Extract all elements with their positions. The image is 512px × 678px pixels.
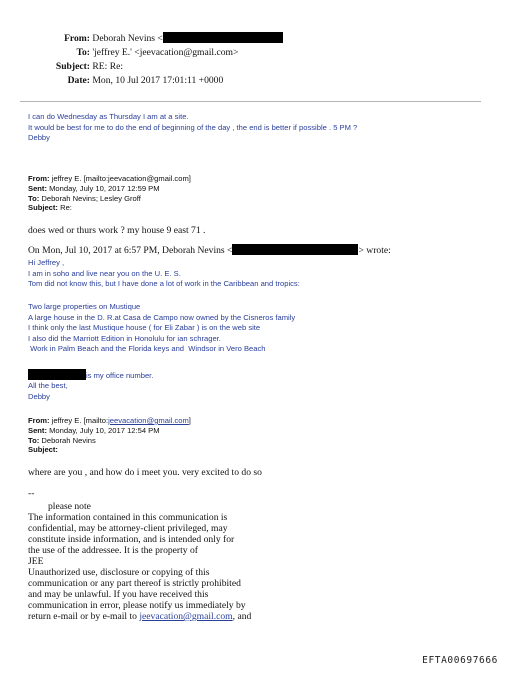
office-number-line <box>28 369 153 380</box>
from-value: jeffrey E. [mailto: <box>51 416 109 425</box>
disclaimer-line: Unauthorized use, disclosure or copying of this <box>28 567 210 578</box>
to-value: Deborah Nevins; Lesley Groff <box>41 193 141 203</box>
to-label: To: <box>28 435 40 445</box>
quoted-line: I think only the last Mustique house ( for Eli Zabar ) is on the web site <box>28 323 261 333</box>
to-label: To: <box>28 193 40 203</box>
disclaimer-line: The information contained in this communication is <box>28 512 228 523</box>
disclaimer-line: communication in error, please notify us immediately by <box>28 600 246 611</box>
subject-label: Subject: <box>28 445 58 455</box>
subject-value: Re: <box>60 203 72 213</box>
from-label: From: <box>28 416 50 425</box>
divider <box>20 101 481 102</box>
disclaimer-line: confidential, may be attorney-client privileged, may <box>28 523 228 534</box>
email-header-3 <box>28 416 191 455</box>
from-value: jeffrey E. [mailto:jeevacation@gmail.com] <box>51 174 191 183</box>
to-value: Deborah Nevins <box>41 435 96 445</box>
date-label: Date: <box>67 75 90 86</box>
reply-line: I can do Wednesday as Thursday I am at a site. <box>28 112 189 121</box>
email-header-2 <box>28 174 191 213</box>
note-title: please note <box>48 501 91 512</box>
subject-value: RE: Re: <box>92 61 124 72</box>
office-number-text: is my office number. <box>86 371 154 380</box>
quoted-body-2 <box>28 302 295 355</box>
quoted-body-1 <box>28 258 300 290</box>
disclaimer-text: , and <box>232 611 252 622</box>
from-value: Deborah Nevins < <box>92 33 163 44</box>
redaction-box <box>232 244 358 255</box>
quote-intro-text: On Mon, Jul 10, 2017 at 6:57 PM, Deborah Nevins < <box>28 245 233 256</box>
quoted-line: Tom did not know this, but I have done a lot of work in the Caribbean and tropics: <box>28 279 300 289</box>
to-label: To: <box>76 47 90 58</box>
quoted-line: I also did the Marriott Edition in Honolulu for ian schrager. <box>28 333 221 343</box>
to-value: 'jeffrey E.' <jeevacation@gmail.com> <box>92 47 239 58</box>
disclaimer-line: and may be unlawful. If you have received this <box>28 589 209 600</box>
email-link[interactable]: jeevacation@gmail.com <box>139 611 233 622</box>
message-text: where are you , and how do i meet you. very excited to do so <box>28 467 262 478</box>
quote-intro <box>28 244 391 256</box>
date-value: Mon, 10 Jul 2017 17:01:11 +0000 <box>92 75 224 86</box>
reply-body <box>28 112 357 144</box>
redaction-box <box>28 369 86 380</box>
message-text: does wed or thurs work ? my house 9 east 71 . <box>28 225 206 236</box>
quoted-line: A large house in the D. R.at Casa de Campo now owned by the Cisneros family <box>28 312 296 322</box>
subject-label: Subject: <box>55 61 90 72</box>
email-header-top <box>44 32 283 88</box>
signoff-line: Debby <box>28 391 50 401</box>
subject-label: Subject: <box>28 203 58 213</box>
from-value-end: ] <box>188 416 191 425</box>
quoted-line: Two large properties on Mustique <box>28 302 141 311</box>
quote-intro-wrote: > wrote: <box>358 245 391 256</box>
redaction-box <box>163 32 283 43</box>
disclaimer-line <box>28 611 251 622</box>
from-label: From: <box>28 174 50 183</box>
disclaimer-line: communication or any part thereof is strictly prohibited <box>28 578 241 589</box>
from-label: From: <box>64 33 90 44</box>
reply-line: Debby <box>28 133 50 143</box>
sent-value: Monday, July 10, 2017 12:54 PM <box>49 425 160 435</box>
document-id: EFTA00697666 <box>422 655 498 666</box>
disclaimer-line: JEE <box>28 556 44 567</box>
disclaimer-line: constitute inside information, and is intended only for <box>28 534 235 545</box>
signoff <box>28 381 68 402</box>
reply-line: It would be best for me to do the end of beginning of the day , the end is better if possible . 5 PM ? <box>28 122 358 132</box>
disclaimer <box>28 512 251 622</box>
signature-dash: -- <box>28 488 35 499</box>
disclaimer-line: the use of the addressee. It is the property of <box>28 545 198 556</box>
sent-value: Monday, July 10, 2017 12:59 PM <box>49 183 160 193</box>
quoted-line: I am in soho and live near you on the U. E. S. <box>28 268 181 278</box>
sent-label: Sent: <box>28 425 47 435</box>
quoted-line: Hi Jeffrey , <box>28 258 65 267</box>
quoted-line: Work in Palm Beach and the Florida keys and Windsor in Vero Beach <box>28 344 266 354</box>
sent-label: Sent: <box>28 183 47 193</box>
disclaimer-text: return e-mail or by e-mail to <box>28 611 140 622</box>
email-link[interactable]: jeevacation@gmail.com <box>108 416 189 425</box>
signoff-line: All the best, <box>28 381 68 390</box>
